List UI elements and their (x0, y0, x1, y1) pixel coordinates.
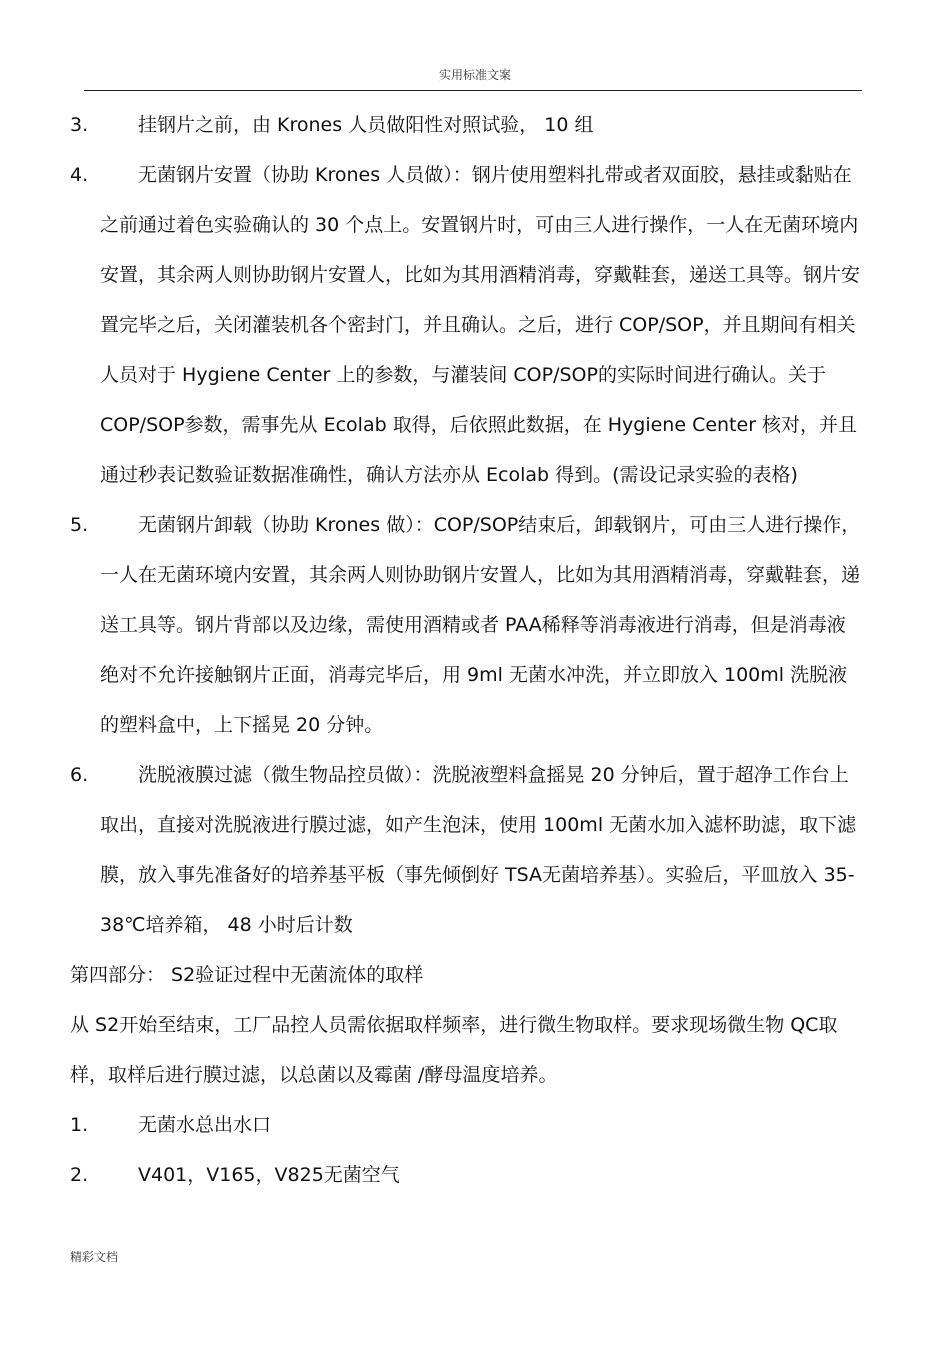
list-item (70, 1150, 862, 1200)
item-number: 6. (70, 764, 89, 786)
list-item (70, 100, 862, 150)
item-text: V401，V165，V825无菌空气 (138, 1164, 400, 1186)
section-title: 第四部分： S2验证过程中无菌流体的取样 (70, 964, 424, 986)
page-header: 实用标准文案 (438, 68, 511, 82)
header-divider (84, 90, 862, 91)
item-text: 洗脱液膜过滤（微生物品控员做）：洗脱液塑料盒摇晃 20 分钟后，置于超净工作台上取出，直接对洗脱液进行膜过滤，如产生泡沫，使用 100ml 无菌水加入滤杯助滤，取下滤膜，放入事先准备好的培养基平板（事先倾倒好 TSA无菌培养基）。实验后，平皿放入 35-38℃培养箱， 48 小时后计数 (100, 764, 857, 936)
document-body (70, 100, 862, 1200)
item-number: 3. (70, 114, 89, 136)
list-item (70, 150, 862, 500)
item-text: 挂钢片之前，由 Krones 人员做阳性对照试验， 10 组 (138, 114, 594, 136)
list-item (70, 750, 862, 950)
item-number: 5. (70, 514, 89, 536)
item-text: 无菌钢片安置（协助 Krones 人员做）：钢片使用塑料扎带或者双面胶，悬挂或黏贴在之前通过着色实验确认的 30 个点上。安置钢片时，可由三人进行操作，一人在无菌环境内安置，其余两人则协助钢片安置人，比如为其用酒精消毒，穿戴鞋套，递送工具等。钢片安置完毕之后，关闭灌装机各个密封门，并且确认。之后，进行 COP/SOP，并且期间有相关人员对于 Hygiene Center 上的参数，与灌装间 COP/SOP的实际时间进行确认。关于 COP/SOP参数，需事先从 Ecolab 取得，后依照此数据，在 Hygiene Center 核对，并且通过秒表记数验证数据准确性，确认方法亦从 Ecolab 得到。(需设记录实验的表格) (100, 164, 861, 486)
list-item (70, 500, 862, 750)
item-number: 4. (70, 164, 89, 186)
page-footer: 精彩文档 (70, 1250, 119, 1264)
item-number: 1. (70, 1114, 89, 1136)
item-text: 无菌钢片卸载（协助 Krones 做）：COP/SOP结束后，卸载钢片，可由三人进行操作，一人在无菌环境内安置，其余两人则协助钢片安置人，比如为其用酒精消毒，穿戴鞋套，递送工具等。钢片背部以及边缘，需使用酒精或者 PAA稀释等消毒液进行消毒，但是消毒液绝对不允许接触钢片正面，消毒完毕后，用 9ml 无菌水冲洗，并立即放入 100ml 洗脱液的塑料盒中，上下摇晃 20 分钟。 (100, 514, 861, 736)
section-intro: 从 S2开始至结束，工厂品控人员需依据取样频率，进行微生物取样。要求现场微生物 QC取样，取样后进行膜过滤，以总菌以及霉菌 /酵母温度培养。 (70, 1014, 838, 1086)
item-text: 无菌水总出水口 (138, 1114, 272, 1136)
item-number: 2. (70, 1164, 89, 1186)
list-item (70, 1100, 862, 1150)
